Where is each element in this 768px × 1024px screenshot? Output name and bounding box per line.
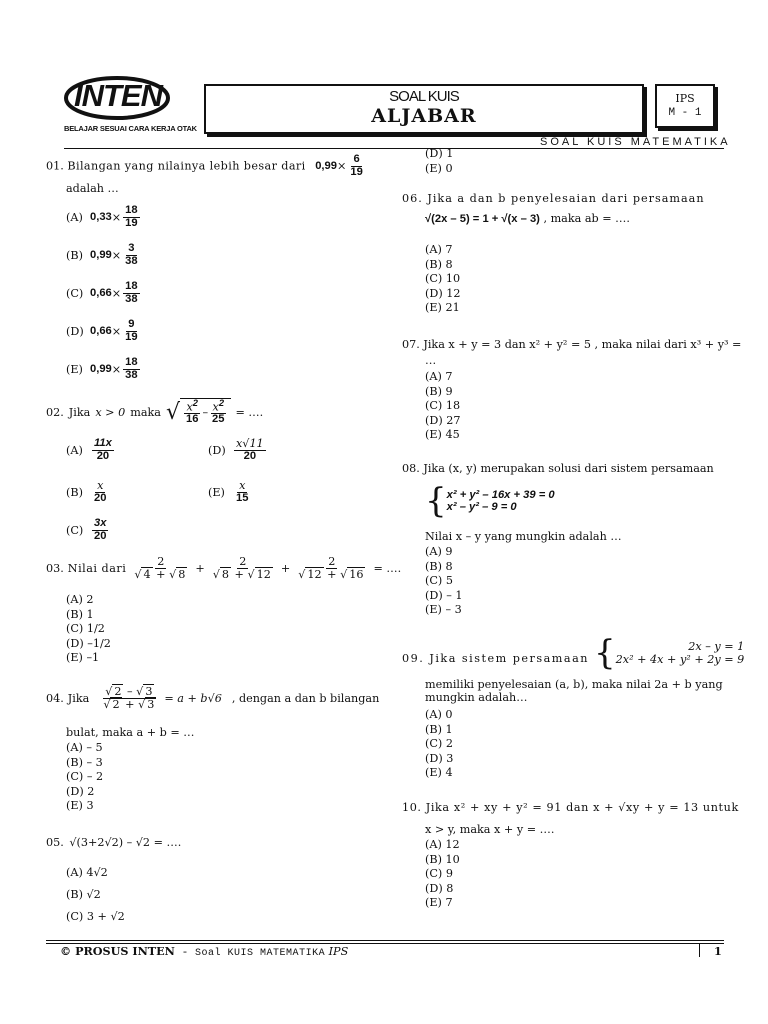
fraction [123,205,139,230]
numerator: x√11 [236,437,264,450]
coef: 0,33 [90,211,112,223]
option-label: (E) [208,485,225,499]
system-of-equations-09: { 2x – y = 1 2x² + 4x + y² + 2y = 9 [594,633,745,673]
option-a[interactable]: (A) – 5 [66,741,103,754]
question-06-eq [425,212,630,225]
numerator: 18 [125,355,138,368]
numerator: x [97,479,104,492]
logo-text: INTEN [74,78,162,113]
option-c[interactable]: (C) 9 [425,867,453,881]
q5-options-cont [425,147,453,176]
option-c[interactable]: (C) 0,66 × $\frac{18}{38}$ [66,279,138,305]
badge-line2: M - 1 [668,107,702,119]
option-a[interactable]: (A) 9 [425,545,453,558]
question-number: 09. [402,652,425,665]
question-02 [46,398,263,426]
option-e[interactable]: (E) 21 [425,301,460,315]
option-a[interactable]: (A) 7 [425,370,453,383]
question-text: , dengan a dan b bilangan [231,691,380,705]
option-b[interactable]: (B) 10 [425,852,460,866]
option-d[interactable]: (D) 3 [425,751,454,765]
title-box [204,84,644,134]
question-text: Jika (x, y) merupakan solusi dari sistem persamaan [423,462,714,475]
logo [64,76,172,124]
option-label: (C) [66,286,84,300]
footer-rule [46,940,724,941]
denominator: 38 [125,292,138,305]
system-of-equations-08: { x² + y² – 16x + 39 = 0 x² – y² – 9 = 0 [425,481,555,521]
question-text: Nilai dari [67,561,127,575]
fraction [92,480,108,505]
denominator: 19 [125,330,138,343]
expression: √(3+2√2) – √2 = …. [69,836,182,849]
option-label: (E) [66,362,83,376]
question-07-tail: … [425,354,437,367]
question-text: Jika x² + xy + y² = 91 dan x + √xy + y = 13 untuk [425,801,739,814]
option-d[interactable]: (D) 12 [425,286,461,300]
option-label: (B) [66,485,83,499]
question-number: 08. [402,462,420,475]
option-label: (D) [208,443,226,457]
denominator: 38 [125,368,138,381]
question-text: Jika a dan b penyelesaian dari persamaan [427,192,705,205]
question-text: Jika sistem persamaan [429,652,589,665]
option-d[interactable]: (D) 2 [66,784,95,798]
option-c[interactable]: (C) 18 [425,399,461,413]
coef: 0,99 [90,363,112,375]
option-d[interactable]: (D) 1 [425,147,454,160]
option-c[interactable]: (C) 10 [425,272,461,286]
denominator: 20 [94,491,107,504]
numerator: 3 [128,241,135,254]
question-01 [46,154,367,179]
option-label: (D) [66,324,84,338]
fraction [123,357,139,382]
footer-page-divider [699,943,700,957]
header-subtitle: SOAL KUIS MATEMATIKA [540,136,731,148]
option-a[interactable]: (A) 4√2 [66,866,108,879]
fraction [123,319,139,344]
denominator: 20 [94,529,107,542]
numerator: 6 [353,153,360,165]
numerator: 9 [128,317,135,330]
question-08 [402,462,714,475]
fraction [123,281,139,306]
equation-1: x² + y² – 16x + 39 = 0 [446,489,555,501]
option-b[interactable]: (B) √2 [66,888,101,901]
numerator: x [239,479,246,492]
q2-option-d[interactable] [208,438,268,463]
coef: 0,99 [315,160,337,173]
logo-tagline: BELAJAR SESUAI CARA KERJA OTAK [64,124,197,133]
question-text: Bilangan yang nilainya lebih besar dari [67,159,306,173]
question-09 [402,652,589,665]
question-05 [46,836,181,849]
denominator: 19 [350,165,363,178]
option-e[interactable]: (E) 0 [425,161,453,175]
rhs: = a + b√6 [164,691,222,705]
q4-options [66,741,103,814]
question-number: 03. [46,561,64,575]
question-number: 02. [46,405,64,419]
numerator: 3x [94,517,107,529]
footer [60,944,348,959]
option-c[interactable]: (C) 2 [425,737,453,751]
title-small: SOAL KUIS [389,88,459,105]
q7-options [425,370,461,443]
badge-line1: IPS [675,92,695,105]
q6-options [425,243,461,316]
footer-ips: IPS [328,945,349,958]
footer-brand: © PROSUS INTEN [60,944,175,958]
option-d[interactable]: (D) – 1 [425,588,463,602]
q3-options [66,593,111,666]
times-sign: × [336,159,347,173]
option-b[interactable]: (B) – 3 [66,755,103,769]
fraction [92,518,108,543]
question-number: 07. [402,338,420,351]
option-label: (B) [66,248,83,262]
option-e[interactable]: (E) 3 [66,799,94,813]
option-b[interactable]: (B) 8 [425,559,453,573]
question-03: 03. Nilai dari $\frac{2}{√ 4 + √ 8}$ + $\frac{2}{√ 8 + √ 12}$ + $\frac{2}{√ 12 + √ 16}$ = …. [46,555,402,581]
question-number: 10. [402,801,422,814]
footer-separator: - [174,947,196,959]
option-b[interactable]: (B) 1 [425,722,453,736]
denominator: 19 [125,216,138,229]
question-text: Jika x + y = 3 dan x² + y² = 5 , maka nilai dari x³ + y³ = [423,338,742,351]
question-09-ask [425,678,725,704]
option-c[interactable]: (C) 3 + √2 [66,910,125,923]
option-c[interactable]: (C) – 2 [66,770,104,784]
q1-options [66,198,142,388]
option-d[interactable]: (D) 0,66 × $\frac{9}{19}$ [66,317,138,343]
numerator: 11x [94,437,112,449]
q10-options [425,838,460,911]
option-c[interactable]: (C) 5 [425,574,453,588]
q2-option-c[interactable] [66,518,110,543]
question-07 [402,338,741,351]
fraction [348,154,364,179]
coef: 0,66 [90,287,112,299]
fraction [92,438,114,463]
question-04 [46,686,379,711]
question-06 [402,192,705,205]
q9-options [425,708,453,781]
q2-option-e[interactable] [208,480,252,505]
option-d[interactable]: (D) 8 [425,881,454,895]
equation: √(2x – 5) = 1 + √(x – 3) [425,213,540,225]
numerator: 18 [125,203,138,216]
question-text: memiliki penyelesaian (a, b), maka nilai 2a + b yang [425,678,723,691]
denominator: 20 [243,449,257,462]
fraction [234,480,250,505]
question-number: 04. [46,691,64,705]
option-d[interactable]: (D) –1/2 [66,636,111,650]
question-10 [402,801,739,814]
fraction-1: $\frac{2}{√ 4 + √ 8}$ [134,555,186,581]
badge-box [655,84,715,128]
question-text: , maka ab = …. [543,212,630,225]
option-b[interactable]: (B) 1 [66,607,94,621]
question-text: Jika [67,691,90,705]
question-10-line2: x > y, maka x + y = …. [425,823,555,836]
option-a[interactable]: (A) 2 [66,593,94,606]
coef: 0,66 [90,325,112,337]
question-08-ask: Nilai x – y yang mungkin adalah … [425,530,622,543]
question-number: 06. [402,192,423,205]
q2-option-b[interactable] [66,480,110,505]
equals: = …. [235,405,264,419]
equation-1: 2x – y = 1 [688,640,745,653]
equation-2: x² – y² – 9 = 0 [446,501,517,513]
option-b[interactable]: (B) 9 [425,384,453,398]
equation-2: 2x² + 4x + y² + 2y = 9 [615,653,745,666]
fraction [123,243,139,268]
page-number: 1 [714,944,722,958]
fraction-2: $\frac{2}{√ 8 + √ 12}$ [212,555,271,581]
fraction-3: $\frac{2}{√ 12 + √ 16}$ [298,555,364,581]
option-a[interactable]: (A) 7 [425,243,453,256]
fraction [234,438,266,463]
q5-options [66,862,125,928]
option-e[interactable]: (E) 0,99 × $\frac{18}{38}$ [66,355,138,381]
option-c[interactable]: (C) 1/2 [66,622,105,636]
sqrt-expression: √ $\frac{x^2}{16}$ – $\frac{x^2}{25}$ [166,398,231,426]
denominator: 15 [236,491,249,504]
header-rule [64,148,724,149]
denominator: 38 [125,254,138,267]
option-label: (A) [66,210,83,224]
option-label: (C) [66,523,84,537]
option-e[interactable]: (E) 7 [425,896,453,910]
option-e[interactable]: (E) 4 [425,766,453,780]
question-04-line2: bulat, maka a + b = … [66,726,195,739]
option-a[interactable]: (A) 0 [425,708,453,721]
option-d[interactable]: (D) 27 [425,413,461,427]
question-number: 05. [46,836,64,849]
coef: 0,99 [90,249,112,261]
option-e[interactable]: (E) 45 [425,428,460,442]
numerator: 18 [125,279,138,292]
option-b[interactable]: (B) 0,99 × $\frac{3}{38}$ [66,241,138,267]
option-a[interactable]: (A) 0,33 × $\frac{18}{19}$ [66,203,138,229]
denominator: 20 [96,449,110,462]
footer-text: Soal KUIS MATEMATIKA [195,948,326,959]
question-text: maka [130,405,161,419]
q2-option-a[interactable] [66,438,116,463]
option-a[interactable]: (A) 12 [425,838,460,851]
fraction: $\frac{√ 2 - √ 3}{√ 2 + √ 3}$ [101,686,158,711]
title-big: ALJABAR [371,105,477,127]
question-text: Jika [68,405,91,419]
equals: = …. [373,561,402,575]
question-01-tail: adalah … [66,182,119,195]
option-e[interactable]: (E) –1 [66,651,100,665]
q8-options [425,545,463,618]
question-number: 01. [46,159,64,173]
option-b[interactable]: (B) 8 [425,257,453,271]
option-label: (A) [66,443,83,457]
condition: x > 0 [95,405,126,419]
option-e[interactable]: (E) – 3 [425,603,462,617]
question-text: mungkin adalah… [425,691,528,704]
